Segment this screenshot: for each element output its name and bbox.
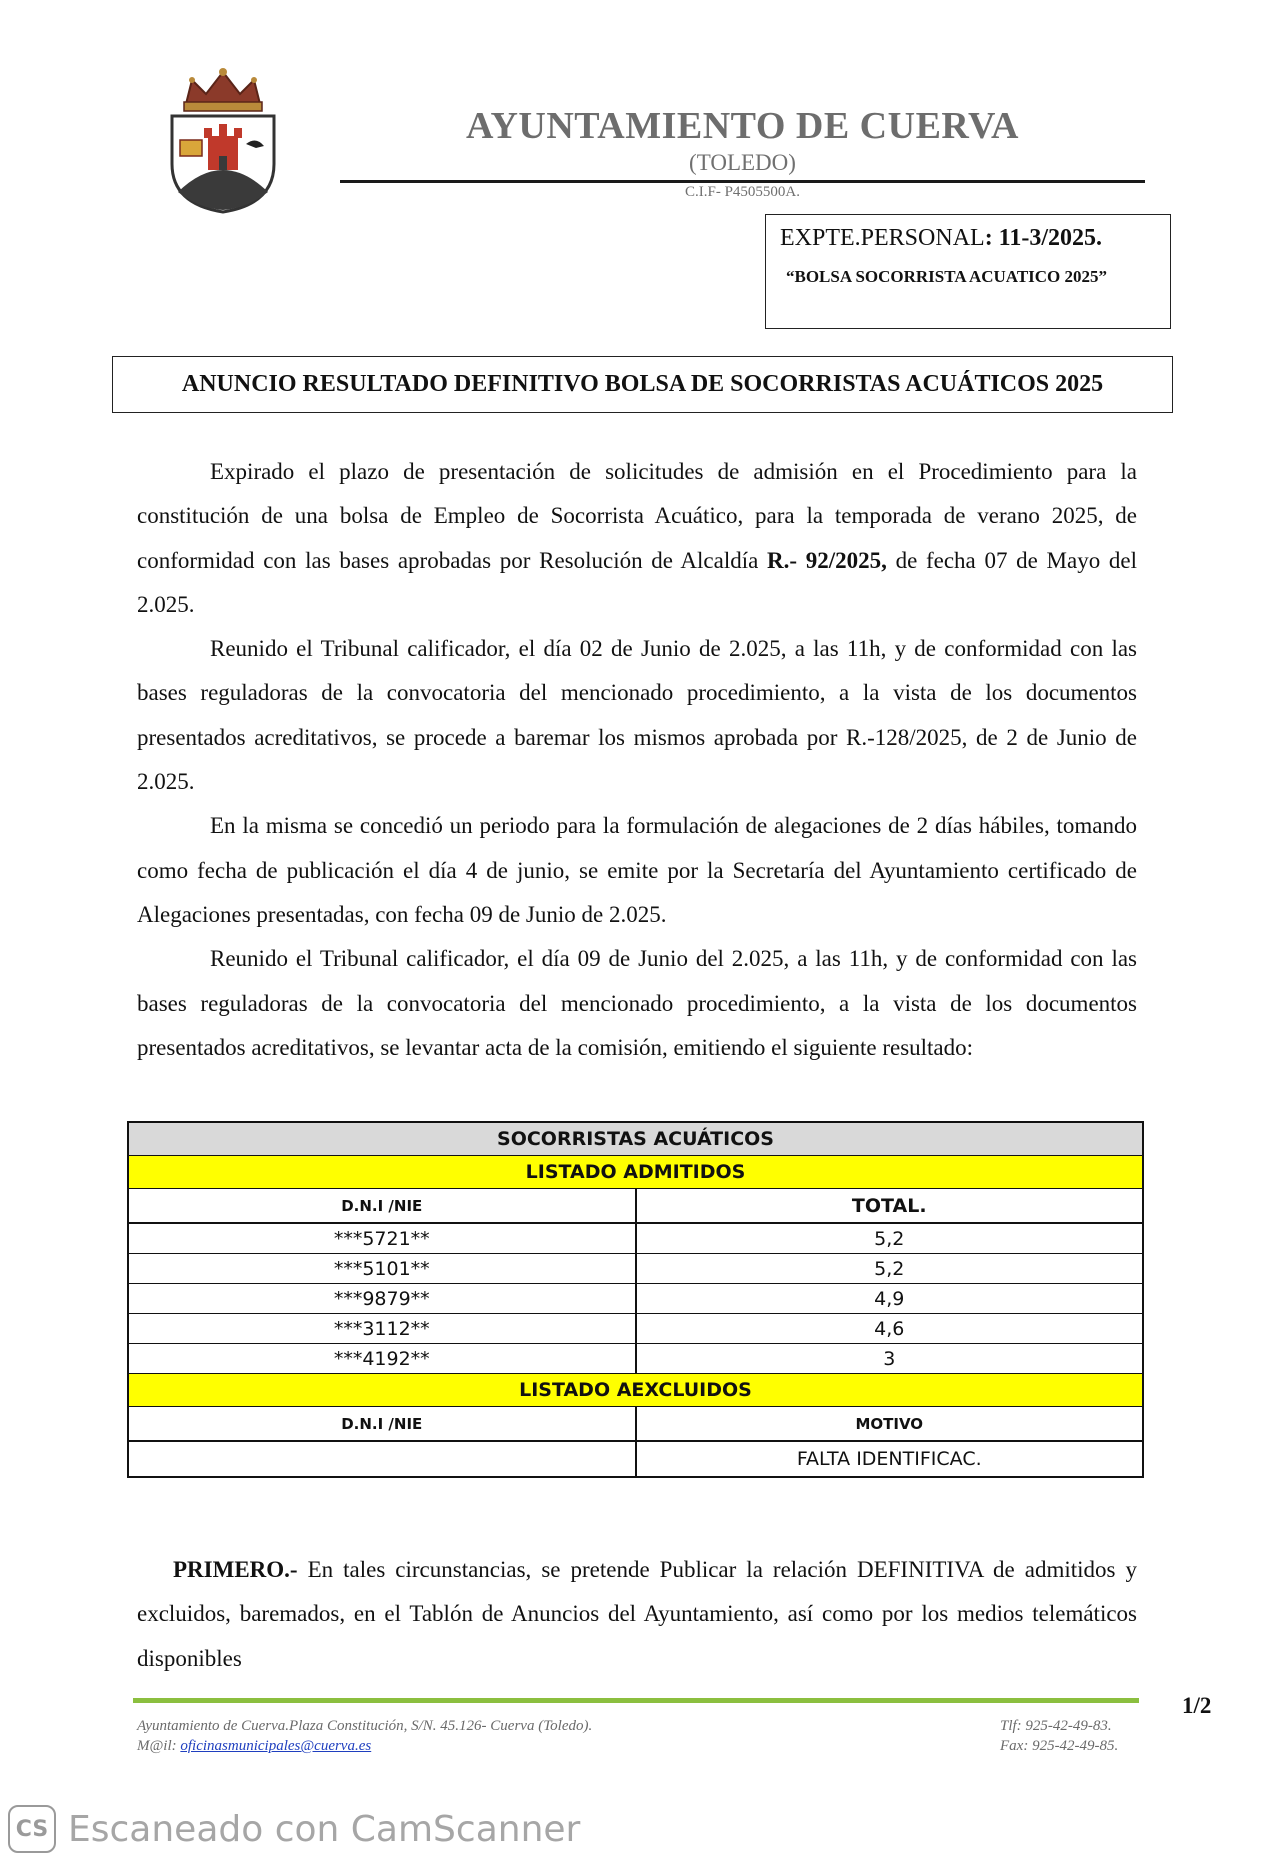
cell-dni: ***4192** [128,1344,636,1374]
camscanner-logo-icon: CS [8,1805,56,1853]
footer-divider [133,1698,1139,1703]
expediente-number: : 11-3/2025. [984,225,1103,251]
footer-address: Ayuntamiento de Cuerva.Plaza Constitución, S/N. 45.126- Cuerva (Toledo). [137,1718,593,1734]
header-divider [340,180,1145,183]
column-header-motivo: MOTIVO [636,1407,1144,1442]
table-row [128,1314,1143,1344]
footer-address-block [137,1716,592,1756]
paragraph-1 [137,450,1137,627]
resolution-reference: R.- 92/2025, [767,547,887,573]
footer-phone: Tlf: 925-42-49-83. [1000,1718,1112,1734]
excluded-heading: LISTADO AEXCLUIDOS [128,1374,1143,1407]
paragraph-1-text-a: Expirado el plazo de presentación de solicitudes de admisión en el Procedimiento para la constitución de una bolsa de Empleo de Socorrista Acuático, para la temporada de verano 2025, de conformidad con las bases aprobadas por Resolución de Alcaldía [137,459,1137,573]
cell-total: 4,6 [636,1314,1144,1344]
expediente-label: EXPTE.PERSONAL [780,225,985,251]
paragraph-4: Reunido el Tribunal calificador, el día 09 de Junio del 2.025, a las 11h, y de conformidad con las bases reguladoras de la convocatoria del mencionado procedimiento, a la vista de los documentos presentados acreditativos, se levantar acta de la comisión, emitiendo el siguiente resultado: [137,946,1137,1060]
footer-mail-line [137,1736,592,1756]
primero-text: En tales circunstancias, se pretende Publicar la relación DEFINITIVA de admitidos y excluidos, baremados, en el Tablón de Anuncios del Ayuntamiento, así como por los medios telemáticos disponibles [137,1557,1137,1671]
primero-label: PRIMERO.- [173,1557,298,1582]
coat-of-arms-logo [158,64,288,214]
expediente-subtitle: “BOLSA SOCORRISTA ACUATICO 2025” [786,267,1108,286]
table-title: SOCORRISTAS ACUÁTICOS [128,1122,1143,1156]
paragraph-1-text-b: de fecha 07 de Mayo del 2.025. [137,547,1137,617]
admitted-column-header-row [128,1189,1143,1224]
body-text [137,450,1137,1070]
admitted-heading: LISTADO ADMITIDOS [128,1156,1143,1189]
column-header-total: TOTAL. [636,1189,1144,1224]
cell-dni [128,1441,636,1477]
paragraph-3: En la misma se concedió un periodo para la formulación de alegaciones de 2 días hábiles, tomando como fecha de publicación el día 4 de junio, se emite por la Secretaría del Ayuntamiento certificado de Alegaciones presentadas, con fecha 09 de Junio de 2.025. [137,813,1137,927]
cell-dni: ***5101** [128,1254,636,1284]
expediente-line [780,225,1102,252]
admitted-heading-row [128,1156,1143,1189]
table-row [128,1441,1143,1477]
organization-province: (TOLEDO) [689,150,796,175]
cell-motivo: FALTA IDENTIFICAC. [636,1441,1144,1477]
primero-section [137,1548,1137,1681]
page-number: 1/2 [1182,1693,1212,1718]
watermark-text: Escaneado con CamScanner [68,1808,581,1850]
cell-dni: ***3112** [128,1314,636,1344]
cell-total: 5,2 [636,1254,1144,1284]
organization-cif: C.I.F- P4505500A. [684,184,800,200]
scanner-watermark [8,1805,580,1853]
announcement-title: ANUNCIO RESULTADO DEFINITIVO BOLSA DE SOCORRISTAS ACUÁTICOS 2025 [181,371,1104,397]
column-header-dni: D.N.I /NIE [128,1407,636,1442]
cell-total: 3 [636,1344,1144,1374]
excluded-column-header-row [128,1407,1143,1442]
expediente-box [765,214,1171,329]
table-row [128,1284,1143,1314]
announcement-title-box [112,356,1173,413]
footer-contact-block [1000,1716,1118,1756]
cell-dni: ***9879** [128,1284,636,1314]
results-table [127,1121,1144,1478]
column-header-dni: D.N.I /NIE [128,1189,636,1224]
cell-total: 5,2 [636,1223,1144,1254]
organization-name: AYUNTAMIENTO DE CUERVA [465,105,1020,147]
primero-paragraph [137,1548,1137,1681]
excluded-heading-row [128,1374,1143,1407]
table-row [128,1254,1143,1284]
footer-mail-label: M@il: [137,1738,181,1754]
table-row [128,1223,1143,1254]
paragraph-2: Reunido el Tribunal calificador, el día 02 de Junio de 2.025, a las 11h, y de conformidad con las bases reguladoras de la convocatoria del mencionado procedimiento, a la vista de los documentos presentados acreditativos, se procede a baremar los mismos aprobada por R.-128/2025, de 2 de Junio de 2.025. [137,636,1137,795]
cell-total: 4,9 [636,1284,1144,1314]
footer-fax: Fax: 925-42-49-85. [1000,1738,1119,1754]
email-link[interactable]: oficinasmunicipales@cuerva.es [180,1738,372,1754]
table-row [128,1344,1143,1374]
cell-dni: ***5721** [128,1223,636,1254]
table-title-row [128,1122,1143,1156]
